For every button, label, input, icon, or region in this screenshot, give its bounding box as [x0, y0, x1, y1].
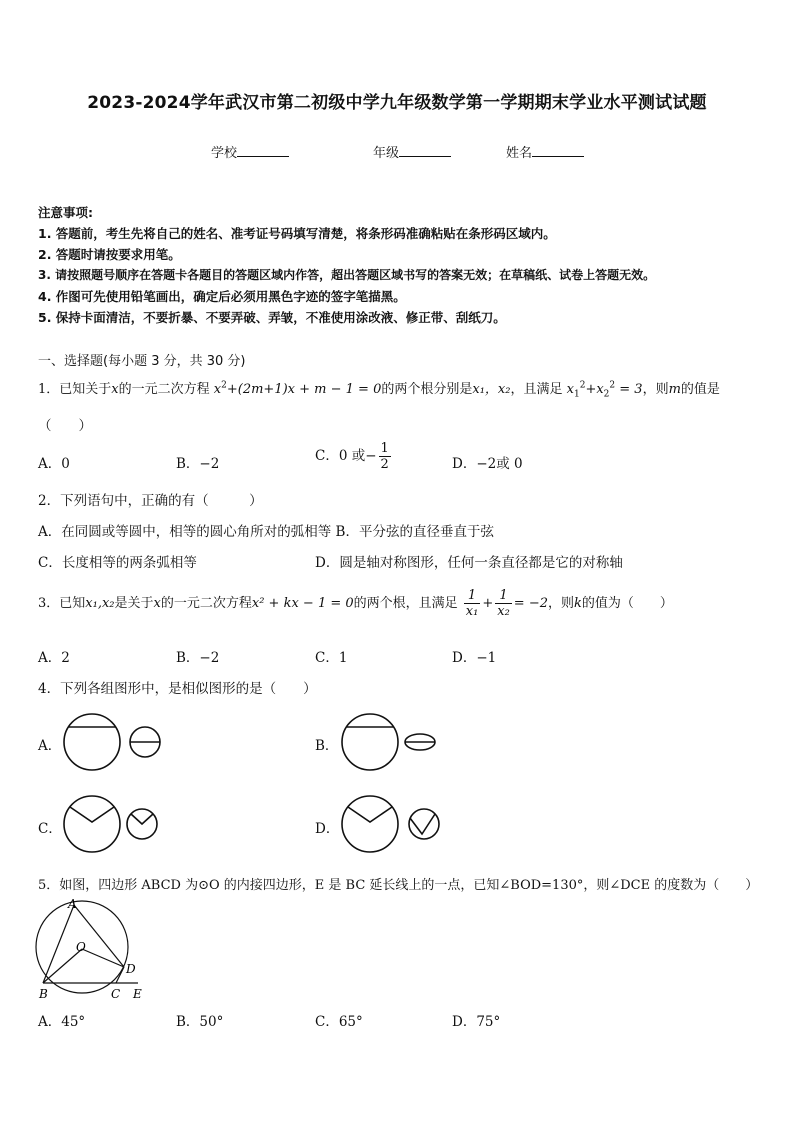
q3-mid4: ，则 [548, 596, 575, 611]
name-field[interactable] [506, 142, 584, 161]
side-ad-line [74, 905, 124, 967]
q1-option-d[interactable]: D．−2或 0 [452, 456, 523, 472]
note-item: 3. 请按照题号顺序在答题卡各题目的答题区域内作答，超出答题区域书写的答案无效；在草稿纸、试卷上答题无效。 [38, 268, 656, 282]
segment-ob-line [43, 949, 82, 983]
grade-blank[interactable] [399, 144, 451, 157]
q1-mid1: 的一元二次方程 [118, 382, 210, 397]
q1-option-b[interactable]: B．−2 [176, 456, 220, 472]
q1-condition: $x_1^2+x_2^2 = 3$ [566, 380, 643, 400]
point-label: C [111, 987, 121, 1001]
q1-var-m: m [668, 382, 681, 397]
q3-var-k: k [574, 596, 582, 611]
q1-var-x: x [111, 382, 119, 397]
q3-option-d[interactable]: D．−1 [452, 650, 497, 666]
q4-option-c[interactable]: C． [38, 821, 62, 837]
note-item: 2. 答题时请按要求用笔。 [38, 247, 181, 262]
inscribed-angle-shape [348, 807, 392, 822]
note-item: 5. 保持卡面清洁，不要折暴、不要弄破、弄皱，不准使用涂改液、修正带、刮纸刀。 [38, 310, 506, 325]
q1-equation: $x^2+(2m+1)x + m - 1 = 0$ [213, 380, 382, 397]
q1-cond-tail: = 3 [615, 382, 643, 397]
q1-option-c[interactable] [315, 441, 393, 472]
point-label: E [133, 987, 142, 1001]
q4-figure-d [338, 794, 448, 856]
school-label: 学校 [211, 146, 238, 161]
q3-end: 的值为（ ） [581, 596, 673, 611]
q4-figure-b [338, 710, 448, 772]
fraction-denominator: x₂ [497, 604, 510, 619]
question-4-stem: 4．下列各组图形中，是相似图形的是（ ） [38, 681, 317, 697]
q3-mid2: 的一元二次方程 [160, 596, 252, 611]
q3-roots: x₁,x₂ [85, 596, 115, 611]
q5-option-d[interactable]: D．75° [452, 1014, 501, 1030]
point-label: O [76, 940, 86, 954]
name-label: 姓名 [506, 146, 533, 161]
q2-option-d[interactable]: D．圆是轴对称图形，任何一条直径都是它的对称轴 [315, 555, 623, 571]
q4-option-b[interactable]: B． [315, 738, 339, 754]
note-item: 1. 答题前，考生先将自己的姓名、准考证号码填写清楚，将条形码准确粘贴在条形码区域内。 [38, 226, 556, 241]
q3-fraction-1 [464, 588, 481, 619]
q2-option-c[interactable]: C．长度相等的两条弧相等 [38, 555, 197, 571]
q1-option-c-fraction [379, 441, 391, 472]
name-blank[interactable] [532, 144, 584, 157]
page-title: 2023-2024学年武汉市第二初级中学九年级数学第一学期期末学业水平测试试题 [87, 93, 707, 113]
point-label: B [39, 987, 48, 1001]
grade-field[interactable] [373, 142, 451, 161]
q1-roots: x₁，x₂ [472, 382, 511, 397]
school-blank[interactable] [237, 144, 289, 157]
q1-paren: （ ） [38, 418, 92, 434]
q3-fraction-2 [495, 588, 512, 619]
small-circle-shape [409, 809, 439, 839]
q4-option-a[interactable]: A． [38, 738, 62, 754]
school-field[interactable] [211, 142, 289, 161]
fraction-numerator: 1 [380, 441, 389, 456]
q3-rhs: = −2 [513, 596, 548, 611]
q4-option-d[interactable]: D． [315, 821, 340, 837]
point-label: A [68, 897, 77, 911]
q1-mid3: ，且满足 [510, 382, 563, 397]
q5-option-a[interactable]: A．45° [38, 1014, 86, 1030]
q4-figure-a [60, 710, 170, 772]
point-label: D [126, 962, 136, 976]
fraction-numerator: 1 [464, 588, 481, 604]
fraction-denominator: 2 [380, 457, 389, 472]
q5-figure [34, 897, 154, 1005]
q3-mid1: 是关于 [114, 596, 154, 611]
grade-label: 年级 [373, 146, 400, 161]
question-5-stem: 5．如图，四边形 ABCD 为⊙O 的内接四边形，E 是 BC 延长线上的一点，已知∠BOD=130°，则∠DCE 的度数为（ ） [38, 878, 759, 893]
q3-equation: x² + kx − 1 = 0 [251, 596, 354, 611]
q1-option-c-text: C．0 或− [315, 448, 377, 464]
q1-mid4: ，则 [642, 382, 669, 397]
q3-option-b[interactable]: B．−2 [176, 650, 220, 666]
question-1-stem [38, 378, 720, 400]
notes-heading: 注意事项: [38, 205, 93, 220]
q1-end: 的值是 [680, 382, 720, 397]
segment-od-line [82, 949, 124, 967]
q1-eq-tail: x + m − 1 = 0 [287, 382, 382, 397]
large-circle-shape [64, 714, 120, 770]
q3-var-x: x [153, 596, 161, 611]
q1-option-a[interactable]: A．0 [38, 456, 70, 472]
large-circle-shape [342, 796, 398, 852]
q5-option-b[interactable]: B．50° [176, 1014, 224, 1030]
side-cd-line [116, 967, 124, 983]
inscribed-angle-shape [410, 814, 435, 834]
fraction-denominator: x₁ [465, 604, 479, 619]
inscribed-angle-shape [131, 814, 153, 824]
q1-lead: 1．已知关于 [38, 382, 112, 397]
q3-option-a[interactable]: A．2 [38, 650, 70, 666]
question-3-stem: 3．已知x₁,x₂是关于x的一元二次方程x² + kx − 1 = 0的两个根，且满足 $\frac{1}{\text{x₁}}$ + $\frac{1}{\text{x₂}}$ = −2，则k的值为（ ） [38, 588, 673, 619]
q1-mid2: 的两个根分别是 [381, 382, 473, 397]
q5-option-c[interactable]: C．65° [315, 1014, 363, 1030]
q3-mid3: 的两个根，且满足 [353, 596, 458, 611]
q3-lead: 3．已知 [38, 596, 86, 611]
q3-option-c[interactable]: C．1 [315, 650, 348, 666]
large-circle-shape [342, 714, 398, 770]
question-2-stem: 2．下列语句中，正确的有（ ） [38, 493, 263, 509]
large-circle-shape [64, 796, 120, 852]
q4-figure-c [60, 794, 170, 856]
note-item: 4. 作图可先使用铅笔画出，确定后必须用黑色字迹的签字笔描黑。 [38, 289, 406, 304]
fraction-numerator: 1 [495, 588, 512, 604]
q2-option-ab[interactable]: A．在同圆或等圆中，相等的圆心角所对的弧相等 B．平分弦的直径垂直于弦 [38, 524, 494, 540]
inscribed-angle-shape [70, 807, 114, 822]
section-heading: 一、选择题(每小题 3 分，共 30 分) [38, 354, 246, 369]
